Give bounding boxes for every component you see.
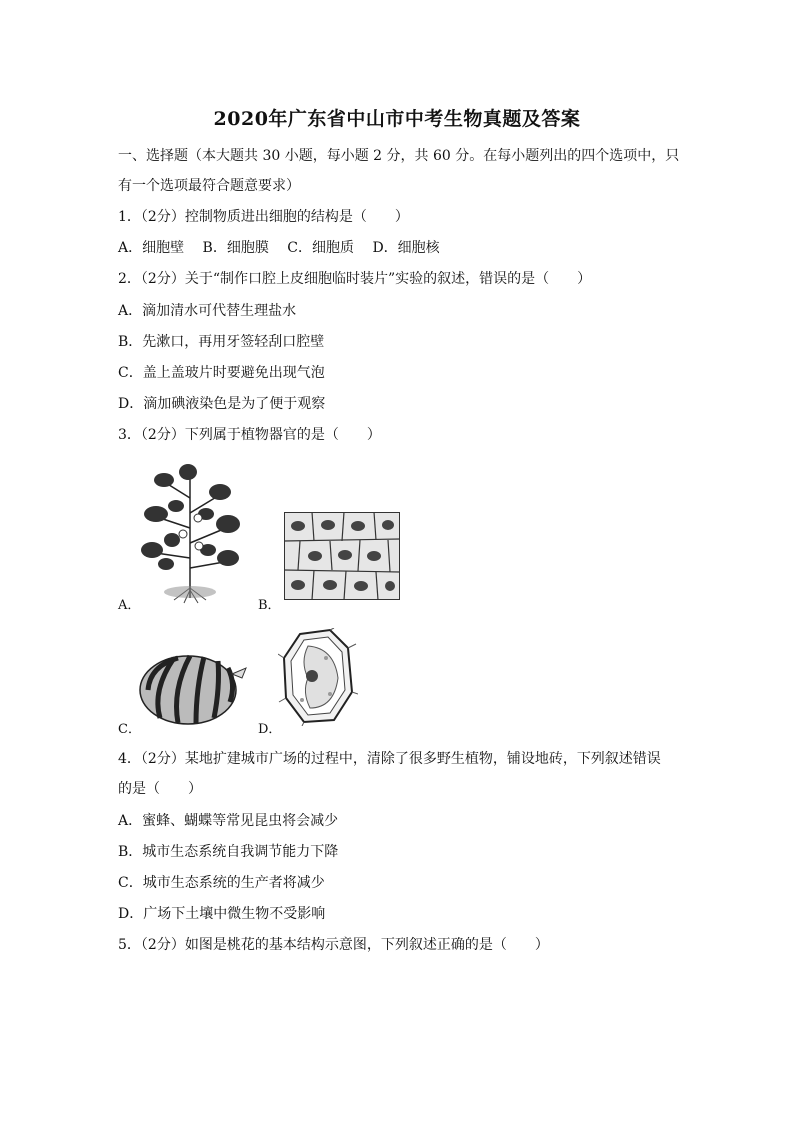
question-4-stem-line1: 4．（2分）某地扩建城市广场的过程中，清除了很多野生植物，铺设地砖，下列叙述错误 <box>118 751 661 767</box>
watermelon-icon <box>138 652 250 726</box>
question-4-option-b: B．城市生态系统自我调节能力下降 <box>118 844 339 860</box>
question-3-option-a-label: A． <box>118 598 141 613</box>
question-3-stem: 3．（2分）下列属于植物器官的是（ ） <box>118 427 381 443</box>
question-4-option-a: A．蜜蜂、蝴蝶等常见昆虫将会减少 <box>118 813 339 829</box>
question-2-stem: 2．（2分）关于“制作口腔上皮细胞临时装片”实验的叙述，错误的是（ ） <box>118 271 592 287</box>
page-title: 2020年广东省中山市中考生物真题及答案 <box>213 108 581 130</box>
question-2-option-a: A．滴加清水可代替生理盐水 <box>118 303 297 319</box>
question-3-option-c-label: C． <box>118 722 141 737</box>
question-4-stem-line2: 的是（ ） <box>118 781 202 797</box>
section-heading-line2: 有一个选项最符合题意要求） <box>118 178 300 194</box>
question-4-option-d: D．广场下土壤中微生物不受影响 <box>118 906 326 922</box>
question-3-option-d-label: D． <box>258 722 282 737</box>
question-5-stem: 5．（2分）如图是桃花的基本结构示意图，下列叙述正确的是（ ） <box>118 937 549 953</box>
question-2-option-d: D．滴加碘液染色是为了便于观察 <box>118 396 326 412</box>
question-1-options: A．细胞壁 B．细胞膜 C．细胞质 D．细胞核 <box>118 240 440 256</box>
question-2-option-c: C．盖上盖玻片时要避免出现气泡 <box>118 365 325 381</box>
onion-cells-icon <box>284 512 400 600</box>
question-1-stem: 1．（2分）控制物质进出细胞的结构是（ ） <box>118 209 409 225</box>
plant-cell-icon <box>278 628 358 726</box>
question-4-option-c: C．城市生态系统的生产者将减少 <box>118 875 325 891</box>
question-3-option-b-label: B． <box>258 598 281 613</box>
section-heading-line1: 一、选择题（本大题共 30 小题，每小题 2 分，共 60 分。在每小题列出的四个选项中，只 <box>118 148 680 164</box>
question-2-option-b: B．先漱口，再用牙签轻刮口腔壁 <box>118 334 325 350</box>
tomato-plant-icon <box>136 458 248 604</box>
